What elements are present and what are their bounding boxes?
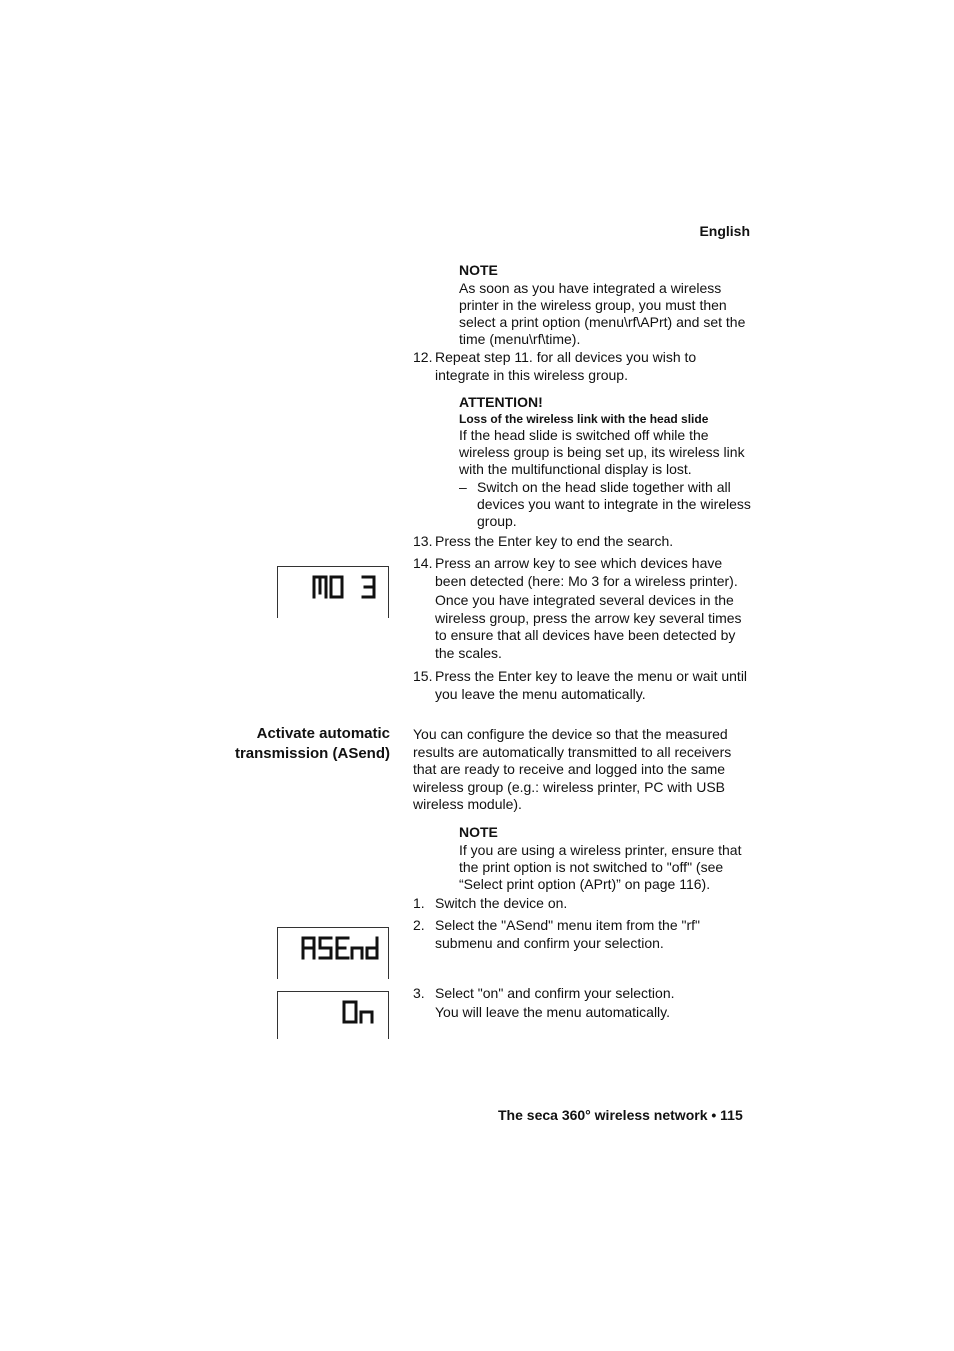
step-text: Press an arrow key to see which devices have been detected (here: Mo 3 for a wireless printer). [435, 555, 738, 589]
lcd-text: On [332, 1018, 334, 1019]
note-title: NOTE [459, 824, 498, 840]
step-text: Repeat step 11. for all devices you wish to integrate in this wireless group. [435, 349, 697, 383]
step-text: Press the Enter key to leave the menu or wait until you leave the menu automatically. [435, 668, 748, 702]
list-item [413, 349, 755, 385]
step-text: Select the "ASend" menu item from the "rf" submenu and confirm your selection. [435, 917, 700, 951]
step-number: 1. [413, 895, 425, 911]
lcd-display-asend [277, 927, 389, 979]
lcd-display-mo3 [277, 566, 389, 618]
list-item [413, 533, 755, 551]
step-number: 2. [413, 917, 425, 933]
lcd-segments-on [278, 992, 388, 1039]
bullet-dash: – [459, 479, 467, 495]
lcd-text: MO 3 [331, 597, 335, 598]
step-number: 13. [413, 533, 433, 549]
lcd-display-on [277, 991, 389, 1039]
note-title: NOTE [459, 262, 498, 278]
section-title [190, 724, 390, 764]
list-item [413, 555, 755, 595]
note-text: As soon as you have integrated a wireless printer in the wireless group, you must then select a print option (menu\rf\APrt) and set the time (menu\rf\time). [459, 280, 746, 347]
step-number: 14. [413, 555, 433, 571]
step-number: 15. [413, 668, 433, 684]
lcd-text: ASEnd [331, 958, 335, 959]
list-item [413, 985, 755, 1003]
step-number: 12. [413, 349, 433, 365]
step-number: 3. [413, 985, 425, 1001]
step-text-continued: You will leave the menu automatically. [435, 1004, 671, 1020]
attention-title: ATTENTION! [459, 394, 543, 410]
section-intro: You can configure the device so that the measured results are automatically transmitted to all receivers that are ready to receive and logged into the same wireless group (e.g.: wireless printer, PC with USB wireless module). [413, 726, 732, 812]
section-title-line2: transmission (ASend) [234, 745, 390, 762]
step-text-continued: Once you have integrated several devices in the wireless group, press the arrow key several times to ensure that all devices have been detected by the scales. [435, 592, 742, 661]
note-text: If you are using a wireless printer, ensure that the print option is not switched to "off" (see “Select print option (APrt)” on page 116). [459, 842, 742, 892]
attention-subtitle: Loss of the wireless link with the head slide [459, 412, 709, 426]
list-item [413, 895, 755, 913]
step-text: Select "on" and confirm your selection. [435, 985, 675, 1001]
lcd-segments-asend [278, 928, 388, 979]
lcd-segments-mo3 [278, 567, 388, 618]
step-text: Switch the device on. [435, 895, 568, 911]
list-item [413, 668, 755, 704]
attention-text: If the head slide is switched off while the wireless group is being set up, its wireless link with the multifunctional display is lost. [459, 427, 745, 477]
step-text: Press the Enter key to end the search. [435, 533, 674, 549]
section-title-line1: Activate automatic [256, 725, 390, 742]
page-footer: The seca 360° wireless network • 115 [498, 1107, 743, 1123]
list-item [413, 917, 755, 953]
language-label: English [699, 223, 750, 239]
bullet-text: Switch on the head slide together with all devices you want to integrate in the wireless group. [477, 479, 751, 529]
